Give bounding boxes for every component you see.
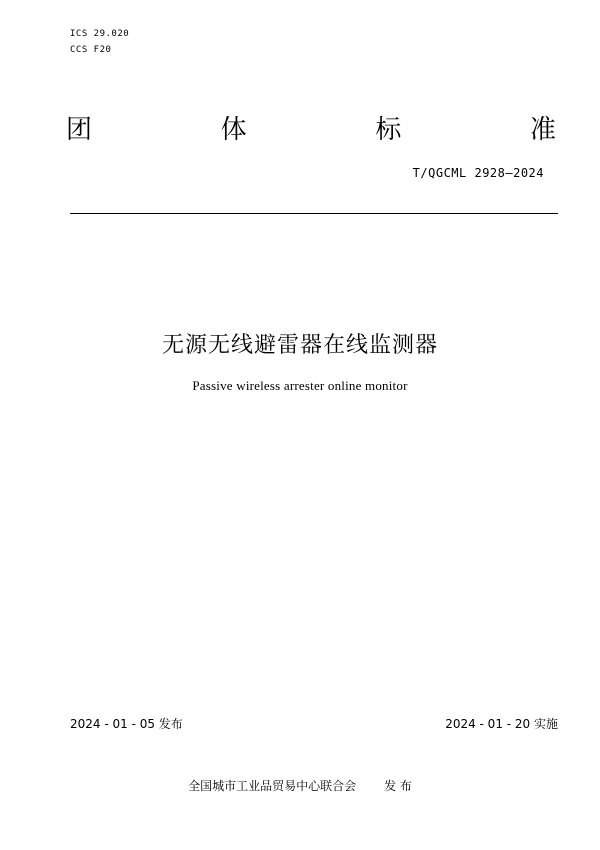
- document-type-char-3: 标: [375, 115, 402, 145]
- publish-date: 2024 - 01 - 05 发布: [70, 717, 183, 731]
- english-title: Passive wireless arrester online monitor: [192, 378, 408, 393]
- header-divider: [70, 213, 558, 214]
- document-type-char-4: 准: [529, 115, 556, 145]
- document-type-char-1: 团: [66, 115, 93, 145]
- implement-date: 2024 - 01 - 20 实施: [445, 717, 558, 731]
- ics-code: ICS 29.020: [70, 29, 130, 39]
- issuer-name: 全国城市工业品贸易中心联合会: [188, 779, 357, 793]
- chinese-title: 无源无线避雷器在线监测器: [161, 333, 438, 358]
- document-type-char-2: 体: [220, 115, 247, 145]
- standard-number: T/QGCML 2928—2024: [412, 166, 544, 180]
- issuer-line: [0, 777, 600, 794]
- document-type-heading: [66, 113, 556, 147]
- ccs-code: CCS F20: [70, 45, 112, 55]
- issuer-action: 发 布: [384, 779, 412, 793]
